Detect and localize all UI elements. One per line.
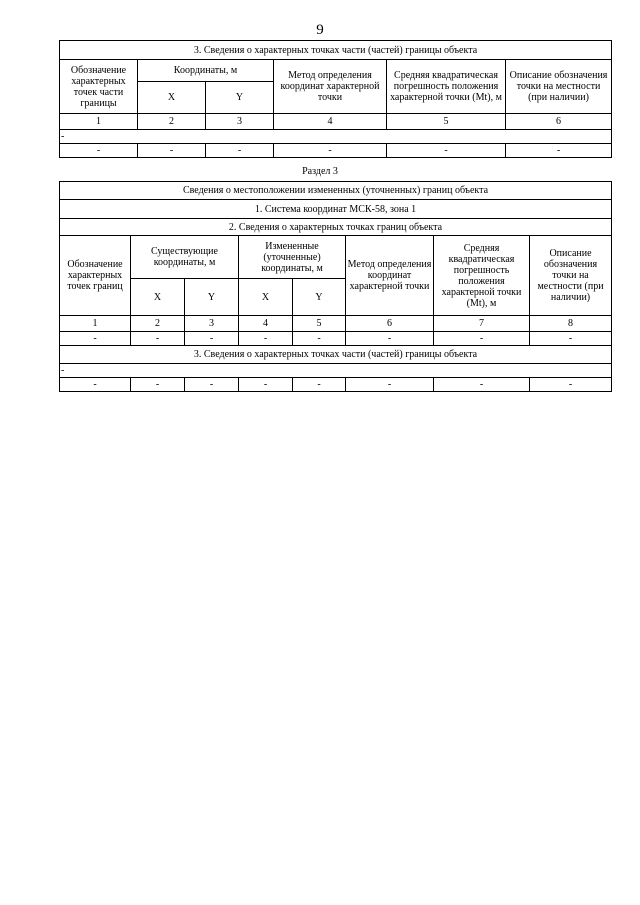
header-error: Средняя квадратическая погрешность положения характерной точки (Mt), м	[387, 60, 506, 114]
header-y: Y	[185, 279, 239, 316]
table-cell: -	[274, 144, 387, 158]
part-section-title: 3. Сведения о характерных точках части (частей) границы объекта	[60, 346, 612, 364]
table-cell: -	[239, 378, 293, 392]
header-existing-coordinates: Существующие координаты, м	[131, 236, 239, 279]
part-row: -	[60, 130, 612, 144]
header-x: X	[131, 279, 185, 316]
column-number: 5	[293, 316, 346, 332]
column-number: 1	[60, 114, 138, 130]
header-description: Описание обозначения точки на местности (при наличии)	[506, 60, 612, 114]
header-x: X	[239, 279, 293, 316]
table-cell: -	[131, 332, 185, 346]
table-cell: -	[530, 332, 612, 346]
page-number: 9	[316, 22, 324, 38]
table-cell: -	[60, 378, 131, 392]
parts-points-table	[59, 40, 612, 158]
column-number: 1	[60, 316, 131, 332]
column-number: 8	[530, 316, 612, 332]
table-cell: -	[434, 332, 530, 346]
table-cell: -	[185, 332, 239, 346]
header-error: Средняя квадратическая погрешность положения характерной точки (Mt), м	[434, 236, 530, 316]
column-number: 4	[239, 316, 293, 332]
table-cell: -	[60, 332, 131, 346]
column-number: 2	[138, 114, 206, 130]
table-title: Сведения о местоположении измененных (уточненных) границ объекта	[60, 182, 612, 200]
table-cell: -	[346, 332, 434, 346]
section-title: Раздел 3	[302, 166, 338, 177]
column-number: 3	[185, 316, 239, 332]
column-number: 3	[206, 114, 274, 130]
header-method: Метод определения координат характерной точки	[346, 236, 434, 316]
table-cell: -	[185, 378, 239, 392]
table-cell: -	[138, 144, 206, 158]
table-cell: -	[239, 332, 293, 346]
column-number: 7	[434, 316, 530, 332]
table-cell: -	[60, 144, 138, 158]
header-description: Описание обозначения точки на местности (при наличии)	[530, 236, 612, 316]
column-number: 6	[346, 316, 434, 332]
table-cell: -	[346, 378, 434, 392]
column-number: 2	[131, 316, 185, 332]
header-y: Y	[206, 82, 274, 114]
table-cell: -	[293, 332, 346, 346]
table-subtitle: 2. Сведения о характерных точках границ объекта	[60, 219, 612, 236]
table-cell: -	[131, 378, 185, 392]
header-y: Y	[293, 279, 346, 316]
header-designation: Обозначение характерных точек границ	[60, 236, 131, 316]
table-cell: -	[293, 378, 346, 392]
changed-boundaries-table	[59, 181, 612, 392]
column-number: 5	[387, 114, 506, 130]
table-cell: -	[506, 144, 612, 158]
table-cell: -	[434, 378, 530, 392]
table-cell: -	[530, 378, 612, 392]
table-title: 3. Сведения о характерных точках части (частей) границы объекта	[60, 41, 612, 60]
column-number: 6	[506, 114, 612, 130]
column-number: 4	[274, 114, 387, 130]
header-x: X	[138, 82, 206, 114]
coordinate-system: 1. Система координат МСК-58, зона 1	[60, 200, 612, 219]
part-row: -	[60, 364, 612, 378]
header-changed-coordinates: Измененные (уточненные) координаты, м	[239, 236, 346, 279]
table-cell: -	[387, 144, 506, 158]
header-designation: Обозначение характерных точек части границы	[60, 60, 138, 114]
table-cell: -	[206, 144, 274, 158]
header-method: Метод определения координат характерной точки	[274, 60, 387, 114]
header-coordinates: Координаты, м	[138, 60, 274, 82]
